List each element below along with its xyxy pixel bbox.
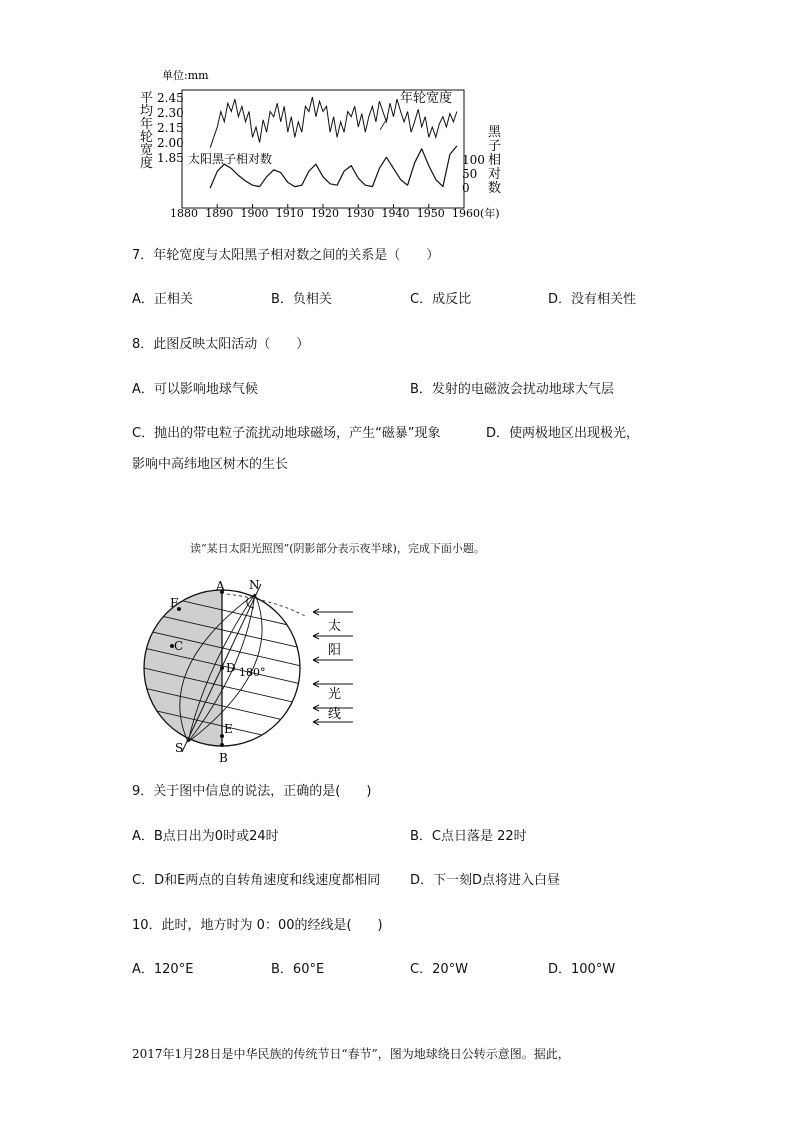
x-tick-label: 1920 [311,207,339,220]
left-tick-label: 2.15 [157,121,184,135]
q7-option-c[interactable]: C．成反比 [410,292,472,307]
x-tick-label: 1930 [346,207,375,220]
q10-option-c[interactable]: C．20°W [410,962,468,977]
label-e: E [224,722,233,736]
q10-option-b[interactable]: B．60°E [271,962,325,977]
point-b [220,743,224,747]
q9-option-c[interactable]: C．D和E两点的自转角速度和线速度都相同 [132,873,381,888]
question-9-stem: 9．关于图中信息的说法，正确的是( ) [132,784,372,799]
right-axis-title-char: 对 [488,167,502,182]
left-axis-title-char: 均 [140,104,154,119]
right-tick-label: 100 [462,153,485,167]
left-axis-title-char: 平 [140,91,154,106]
q8-option-c[interactable]: C．抛出的带电粒子流扰动地球磁场，产生“磁暴”现象 [132,426,441,441]
x-tick-label: 1940 [381,207,410,220]
point-d [220,666,224,670]
right-axis-title-char: 黑 [488,125,502,140]
tree-ring-sunspot-chart [130,62,520,224]
right-tick-label: 50 [462,167,478,181]
section-intro-illumination: 读“某日太阳光照图”(阴影部分表示夜半球)，完成下面小题。 [190,542,485,555]
label-d: D [226,661,236,675]
sun-label-char-1: 太 [328,619,342,634]
right-axis-title-char: 子 [488,139,502,154]
dashed-arc [227,594,305,616]
q7-option-d[interactable]: D．没有相关性 [548,292,637,307]
ring-label-leader [380,117,388,130]
q7-option-a[interactable]: A．正相关 [132,292,193,307]
label-s: S [175,741,184,755]
left-ticks [157,91,184,165]
left-axis-title [140,91,153,171]
left-tick-label: 2.45 [157,91,184,105]
label-c: C [174,639,184,653]
label-f: F [170,596,179,610]
right-ticks [462,153,485,195]
illumination-globe-diagram [135,572,365,764]
x-axis-unit: (年) [480,207,500,220]
question-8-stem: 8．此图反映太阳活动（ ） [132,337,310,352]
x-tick-label: 1890 [205,207,234,220]
left-axis-title-char: 轮 [140,130,154,145]
q9-option-b[interactable]: B．C点日落是 22时 [410,829,527,844]
x-tick-label: 1960 [452,207,480,220]
x-tick-label: 1910 [275,207,304,220]
label-a: A [216,579,225,593]
left-axis-title-char: 年 [140,117,154,132]
q8-option-d-continued: 影响中高纬地区树木的生长 [132,457,289,472]
right-axis-title [488,125,502,196]
globe-svg [135,572,365,764]
sun-label-char-2: 阳 [328,643,342,658]
series-label-sunspot: 太阳黑子相对数 [188,152,273,166]
q9-option-a[interactable]: A．B点日出为0时或24时 [132,829,279,844]
left-tick-label: 1.85 [157,151,184,165]
q9-option-d[interactable]: D．下一刻D点将进入白昼 [410,873,561,888]
right-axis-title-char: 相 [488,153,502,168]
label-180-meridian: 180° [239,666,266,679]
q10-option-a[interactable]: A．120°E [132,962,194,977]
night-hemisphere [135,572,222,764]
question-7-stem: 7．年轮宽度与太阳黑子相对数之间的关系是（ ） [132,248,440,263]
question-10-stem: 10．此时，地方时为 0：00的经线是( ) [132,918,383,933]
chart-svg [130,62,520,224]
q10-option-d[interactable]: D．100°W [548,962,616,977]
left-axis-title-char: 度 [140,156,154,171]
left-tick-label: 2.00 [157,136,184,150]
right-axis-title-char: 数 [488,181,502,196]
unit-label: 单位:mm [162,69,209,82]
x-tick-label: 1880 [170,207,198,220]
right-tick-label: 0 [462,181,470,195]
left-tick-label: 2.30 [157,106,184,120]
label-n: N [249,578,260,592]
x-tick-label: 1950 [416,207,445,220]
q8-option-d[interactable]: D．使两极地区出现极光， [486,426,640,441]
q8-option-a[interactable]: A．可以影响地球气候 [132,382,258,397]
sun-label-char-4: 线 [328,707,342,722]
q8-option-b[interactable]: B．发射的电磁波会扰动地球大气层 [410,382,614,397]
left-axis-title-char: 宽 [140,143,154,158]
q7-option-b[interactable]: B．负相关 [271,292,332,307]
sun-label-char-3: 光 [328,687,342,702]
series-label-ring-width: 年轮宽度 [400,91,453,106]
x-ticks [170,204,480,220]
label-b: B [219,751,228,764]
series-lines [210,97,457,188]
section-intro-revolution: 2017年1月28日是中华民族的传统节日“春节”，图为地球绕日公转示意图。据此， [132,1047,570,1061]
x-tick-label: 1900 [240,207,269,220]
